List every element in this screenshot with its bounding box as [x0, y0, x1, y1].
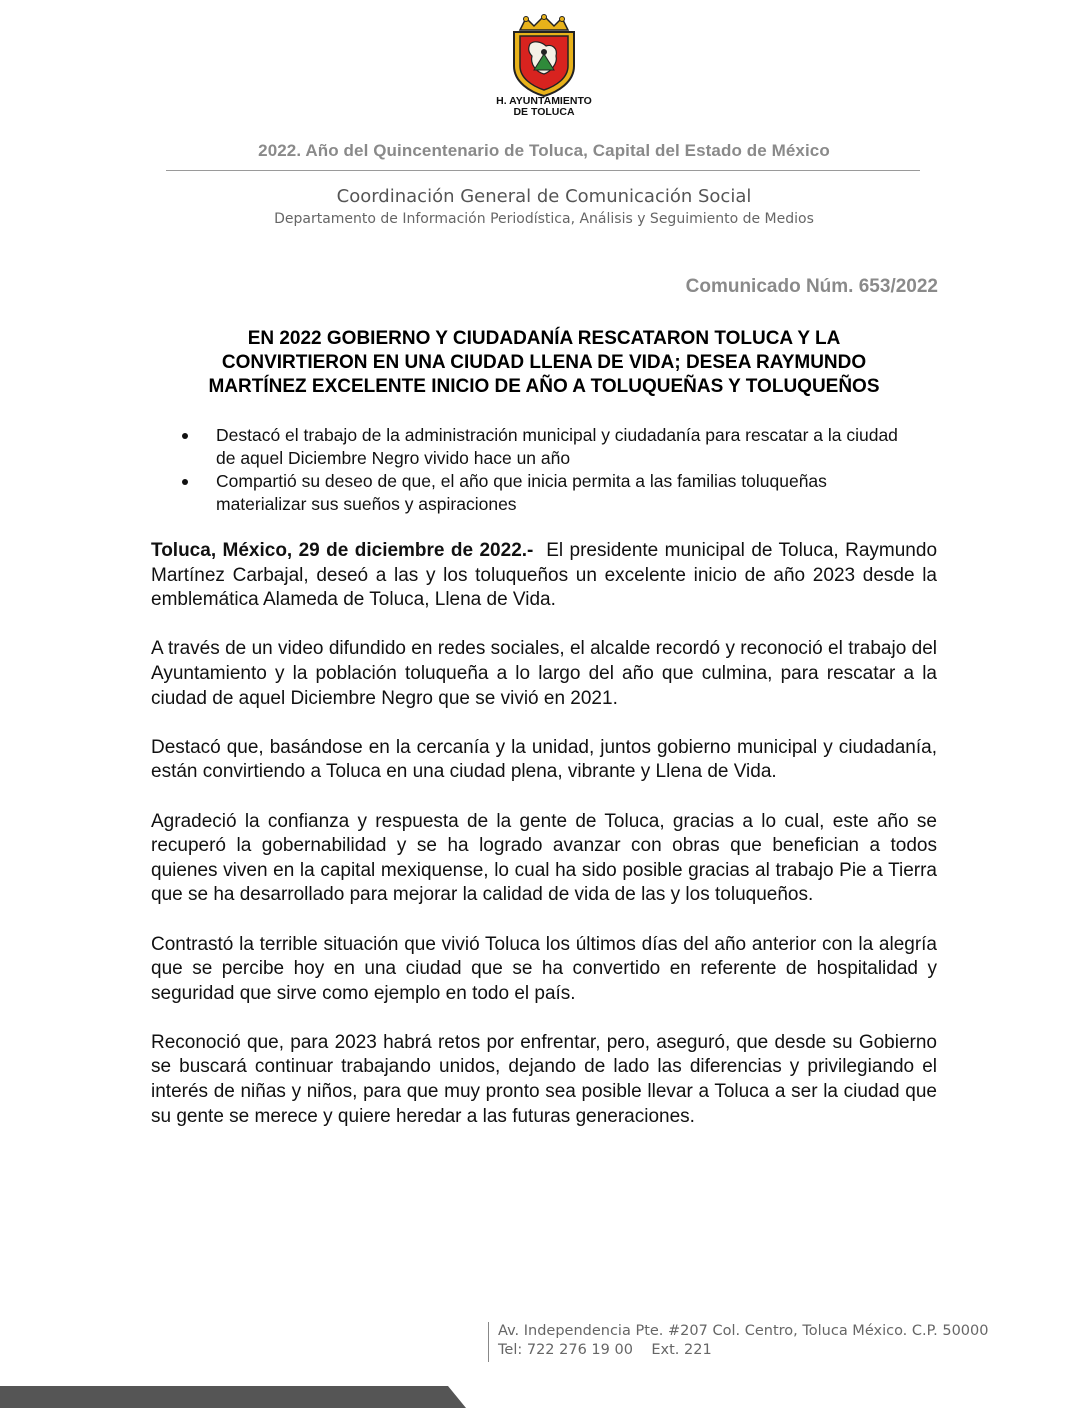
- summary-bullet-item: [182, 470, 922, 516]
- communique-number: Comunicado Núm. 653/2022: [685, 276, 938, 297]
- summary-bullet-item: [182, 424, 922, 470]
- headline-line: MARTÍNEZ EXCELENTE INICIO DE AÑO A TOLUQUEÑAS Y TOLUQUEÑOS: [208, 376, 880, 397]
- body-paragraph: Contrastó la terrible situación que vivió Toluca los últimos días del año anterior con la alegría que se percibe hoy en una ciudad que se ha convertido en referente de hospitalidad y seguridad que sirve como ejemplo en todo el país.: [151, 933, 937, 1004]
- body-paragraph: Agradeció la confianza y respuesta de la gente de Toluca, gracias a lo cual, este año se recuperó la gobernabilidad y se ha logrado avanzar con obras que benefician a todos quienes viven en la capital mexiquense, lo cual ha sido posible gracias al trabajo Pie a Tierra que se ha desarrollado para mejorar la calidad de vida de las y los toluqueños.: [151, 810, 937, 906]
- footer-decorative-bar: [0, 1386, 466, 1408]
- header-divider: [166, 170, 920, 171]
- body-paragraph: Destacó que, basándose en la cercanía y la unidad, juntos gobierno municipal y ciudadanía, están convirtiendo a Toluca en una ciudad plena, vibrante y Llena de Vida.: [151, 736, 937, 783]
- body-paragraph: A través de un video difundido en redes sociales, el alcalde recordó y reconoció el trabajo del Ayuntamiento y la población toluqueña a lo largo del año que culmina, para rescatar a la ciudad de aquel Diciembre Negro que se vivió en 2021.: [151, 638, 937, 709]
- headline-line: CONVIRTIERON EN UNA CIUDAD LLENA DE VIDA; DESEA RAYMUNDO: [221, 352, 867, 373]
- bullet-dot-icon: [182, 479, 188, 485]
- paragraph-text: El presidente municipal de Toluca, Raymundo Martínez Carbajal, deseó a las y los toluqueños un excelente inicio de año 2023 desde la emblemática Alameda de Toluca, Llena de Vida.: [151, 540, 938, 611]
- coordination-title: Coordinación General de Comunicación Social: [336, 186, 752, 207]
- summary-bullets: [182, 424, 922, 516]
- article-body: [151, 539, 937, 1154]
- headline: [150, 327, 938, 399]
- footer-divider: [488, 1322, 489, 1362]
- body-paragraph: Reconoció que, para 2023 habrá retos por enfrentar, pero, aseguró, que desde su Gobierno se buscará continuar trabajando unidos, dejando de lado las diferencias y privilegiando el interés de niñas y niños, para que muy pronto sea posible llevar a Toluca a ser la ciudad que su gente se merece y quiere heredar a las futuras generaciones.: [151, 1031, 937, 1127]
- logo-caption-line2: DE TOLUCA: [513, 106, 575, 118]
- year-slogan: 2022. Año del Quincentenario de Toluca, Capital del Estado de México: [258, 141, 830, 160]
- toluca-coat-of-arms-logo: [506, 14, 582, 98]
- summary-bullet-text: Destacó el trabajo de la administración municipal y ciudadanía para rescatar a la ciudad de aquel Diciembre Negro vivido hace un año: [216, 425, 898, 468]
- logo-caption: [478, 96, 610, 118]
- summary-bullet-text: Compartió su deseo de que, el año que inicia permita a las familias toluqueñas materializar sus sueños y aspiraciones: [216, 471, 827, 514]
- shield-icon: [506, 14, 582, 98]
- logo-caption-line1: H. AYUNTAMIENTO: [496, 95, 592, 107]
- footer-phone: Tel: 722 276 19 00 Ext. 221: [498, 1342, 712, 1358]
- body-paragraph: [151, 539, 937, 613]
- department-subtitle: Departamento de Información Periodística, Análisis y Seguimiento de Medios: [274, 211, 814, 227]
- footer-address: Av. Independencia Pte. #207 Col. Centro, Toluca México. C.P. 50000: [498, 1323, 989, 1339]
- footer-contact: [498, 1322, 1078, 1360]
- bullet-dot-icon: [182, 433, 188, 439]
- dateline: Toluca, México, 29 de diciembre de 2022.-: [151, 540, 534, 561]
- headline-line: EN 2022 GOBIERNO Y CIUDADANÍA RESCATARON TOLUCA Y LA: [247, 328, 841, 349]
